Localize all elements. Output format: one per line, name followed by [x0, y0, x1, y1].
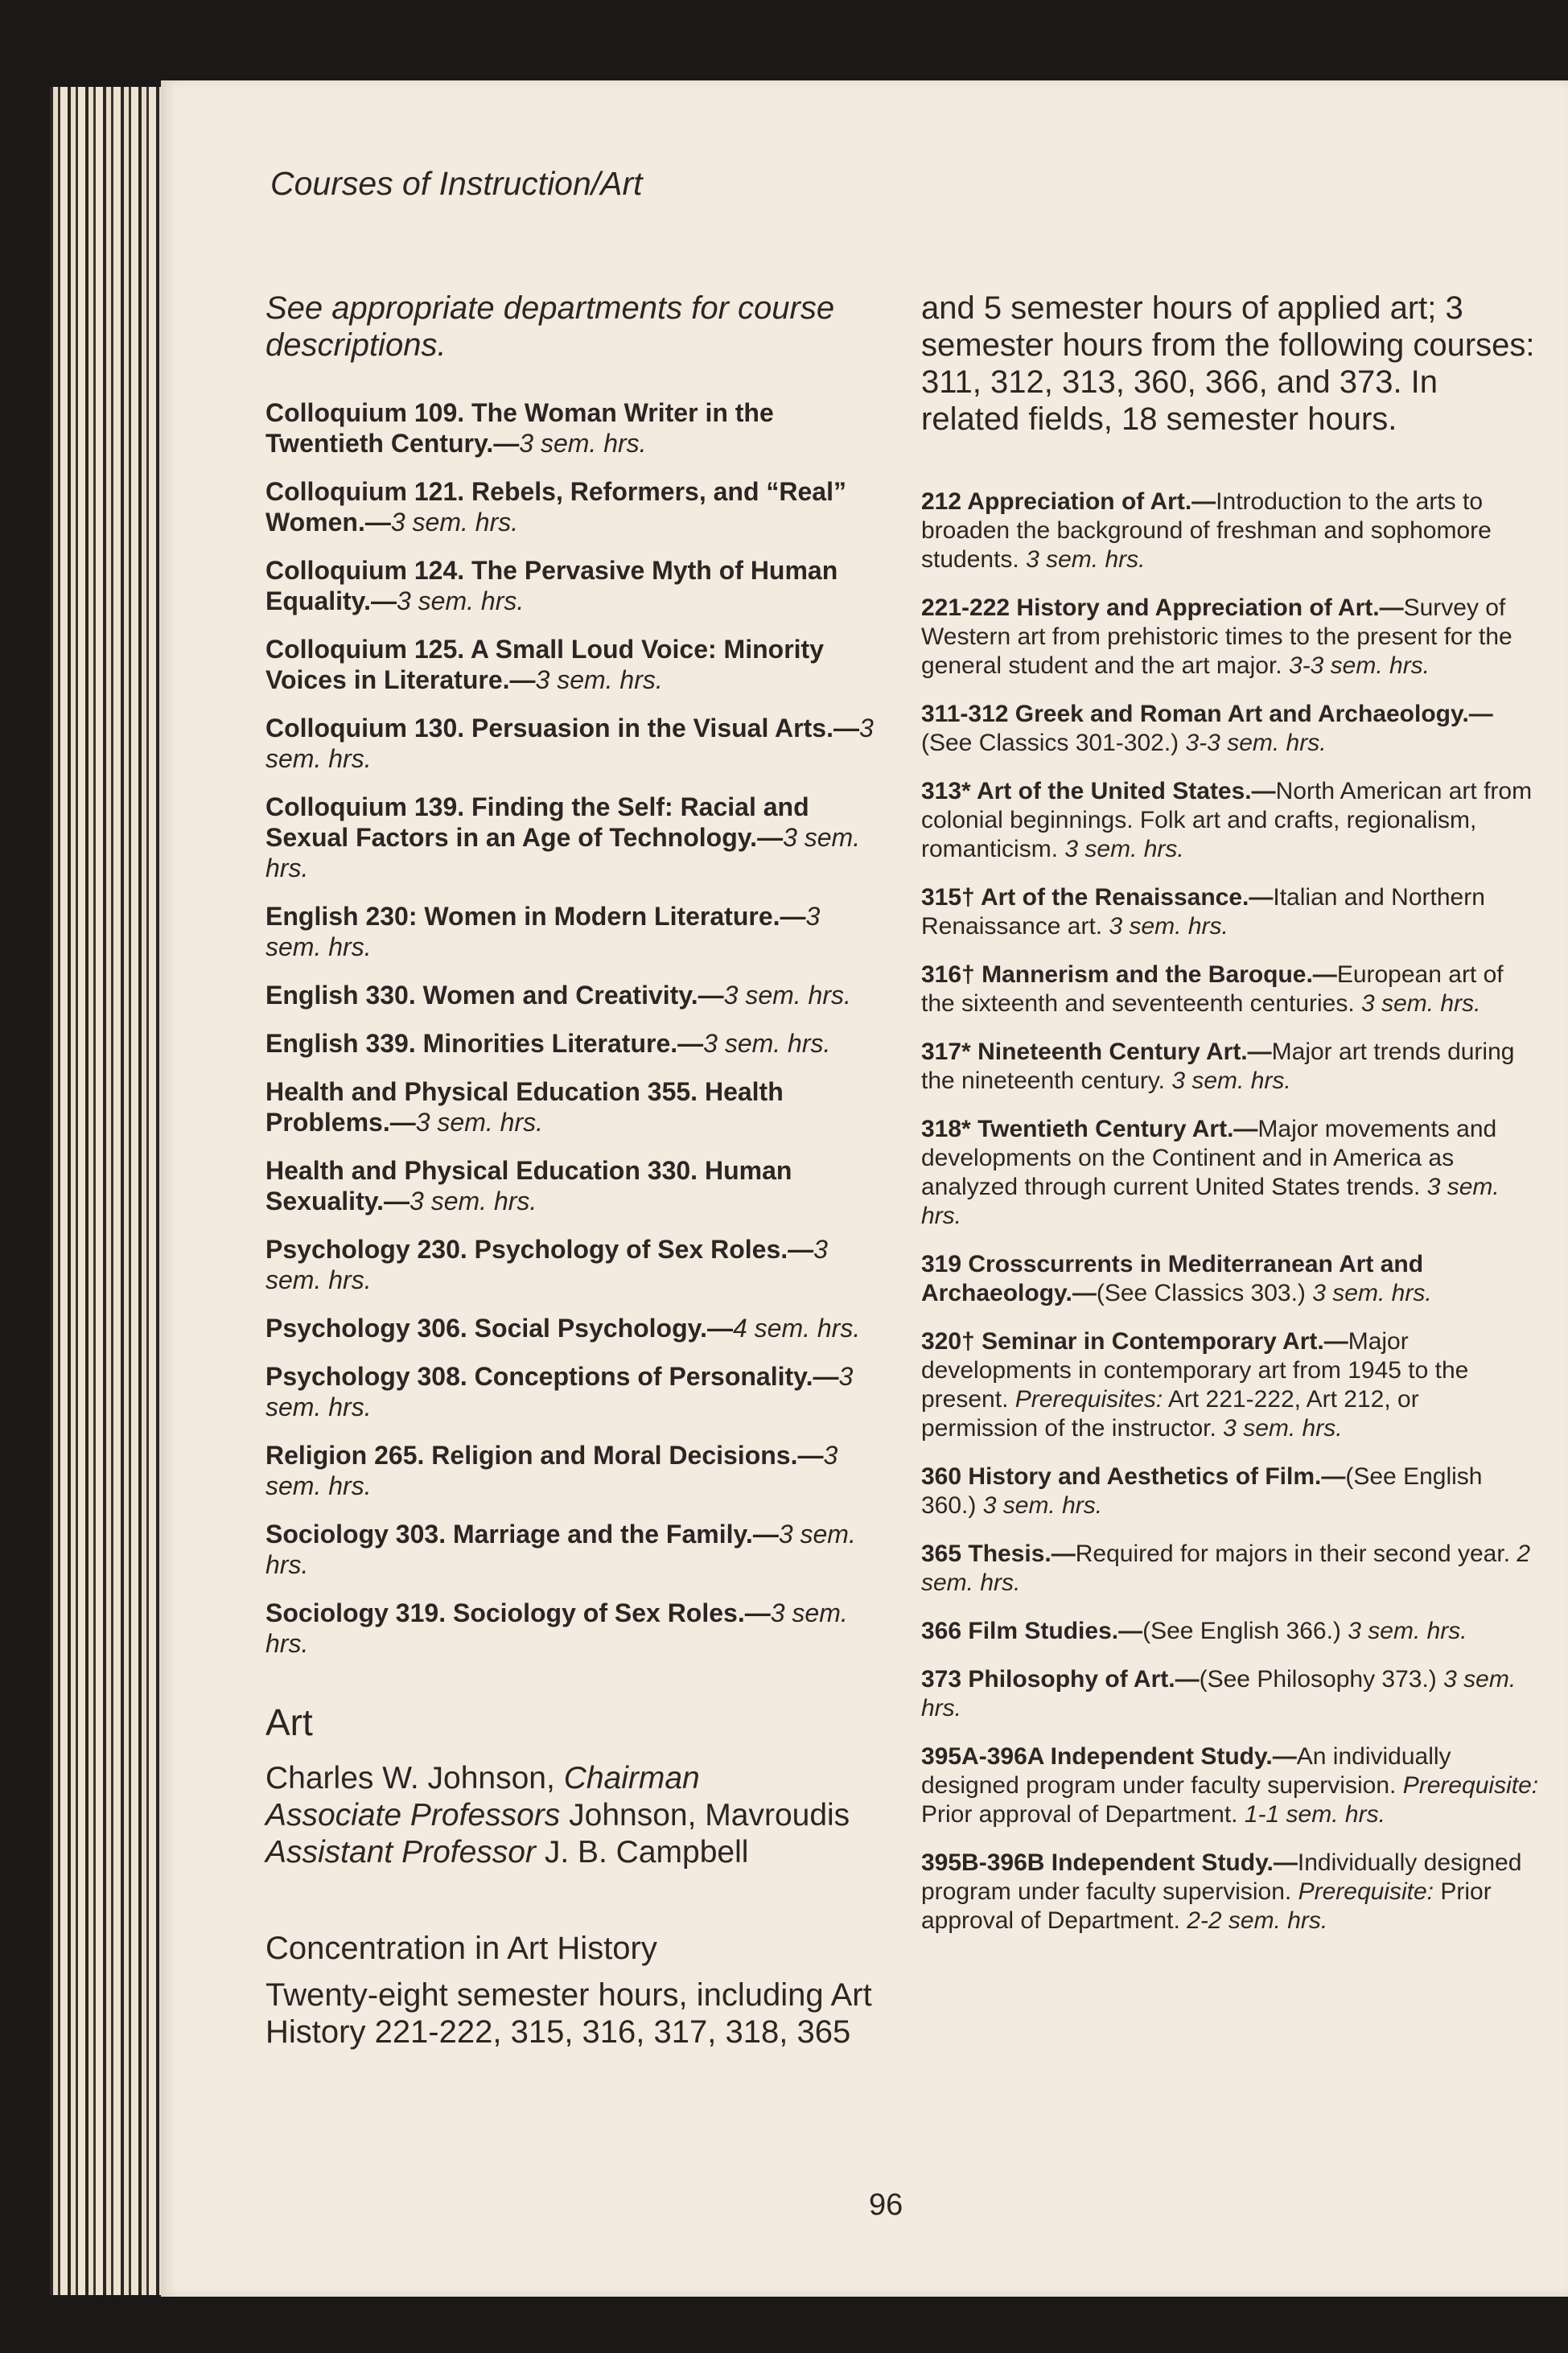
course-description: (See English 366.) — [1142, 1618, 1341, 1644]
course-entry — [265, 1234, 877, 1295]
course-hours: 3 sem. hrs. — [1361, 990, 1481, 1017]
course-title: 319 Crosscurrents in Mediterranean Art and Archaeology.— — [921, 1251, 1424, 1306]
course-hours: 2 sem. hrs. — [921, 1541, 1531, 1596]
course-hours: 3-3 sem. hrs. — [1185, 730, 1327, 756]
course-entry — [921, 1540, 1541, 1598]
course-hours: 3 sem. hrs. — [390, 508, 519, 537]
course-entry — [265, 555, 877, 616]
course-hours: 3 sem. hrs. — [1171, 1067, 1291, 1094]
course-title: 366 Film Studies.— — [921, 1618, 1143, 1644]
course-entry — [921, 1849, 1541, 1935]
course-description: European art of the sixteenth and seventeenth centuries. — [921, 961, 1504, 1017]
course-description: (See English 360.) — [921, 1463, 1483, 1519]
course-hours: 1-1 sem. hrs. — [1244, 1801, 1385, 1828]
course-title: English 230: Women in Modern Literature.— — [265, 902, 806, 931]
course-hours: 3 sem. hrs. — [396, 586, 525, 615]
course-entry — [265, 901, 877, 962]
course-hours: 3 sem. hrs. — [265, 1441, 838, 1500]
course-title: 311-312 Greek and Roman Art and Archaeology.— — [921, 701, 1493, 727]
course-title: 317* Nineteenth Century Art.— — [921, 1039, 1272, 1065]
course-hours: 3-3 sem. hrs. — [1288, 652, 1430, 679]
concentration-text: Twenty-eight semester hours, including Art History 221-222, 315, 316, 317, 318, 365 — [265, 1977, 872, 2050]
course-description: North American art from colonial beginnings. Folk art and crafts, regionalism, romanticism. — [921, 778, 1533, 862]
faculty-associate: Associate Professors Johnson, Mavroudis — [265, 1798, 850, 1833]
course-entry — [265, 1028, 877, 1059]
course-entry — [921, 1462, 1541, 1520]
art-course-list — [921, 487, 1541, 1935]
course-hours: 3 sem. hrs. — [265, 902, 821, 961]
course-title: 315† Art of the Renaissance.— — [921, 884, 1274, 911]
course-hours: 3 sem. hrs. — [265, 823, 861, 882]
course-entry — [921, 1038, 1541, 1096]
right-column — [921, 290, 1541, 1955]
concentration-heading: Concentration in Art History — [265, 1931, 657, 1966]
course-entry — [265, 1155, 877, 1216]
course-title: Colloquium 130. Persuasion in the Visual Arts.— — [265, 714, 859, 743]
course-entry — [265, 1598, 877, 1659]
course-title: 395A-396A Independent Study.— — [921, 1743, 1297, 1770]
faculty-chair: Charles W. Johnson, Chairman — [265, 1761, 700, 1796]
course-entry — [921, 1115, 1541, 1231]
course-hours: 3 sem. hrs. — [1026, 546, 1146, 573]
course-hours: 3 sem. hrs. — [1348, 1618, 1467, 1644]
course-hours: 2-2 sem. hrs. — [1187, 1907, 1328, 1934]
department-heading: Art — [265, 1701, 313, 1743]
book-page-edges — [50, 87, 179, 2295]
course-title: 320† Seminar in Contemporary Art.— — [921, 1328, 1348, 1355]
course-hours: 3 sem. hrs. — [982, 1492, 1103, 1519]
course-hours: 3 sem. hrs. — [265, 1598, 848, 1658]
course-hours: 3 sem. hrs. — [1312, 1280, 1432, 1306]
course-title: English 330. Women and Creativity.— — [265, 981, 724, 1010]
course-entry — [921, 487, 1541, 574]
course-entry — [265, 1313, 877, 1343]
course-title: Colloquium 125. A Small Loud Voice: Minority Voices in Literature.— — [265, 635, 824, 694]
course-entry — [921, 1327, 1541, 1443]
course-title: Religion 265. Religion and Moral Decisions.— — [265, 1441, 824, 1470]
course-hours: 3 sem. hrs. — [723, 981, 851, 1010]
course-entry — [265, 792, 877, 883]
course-description: Major art trends during the nineteenth century. — [921, 1039, 1515, 1094]
course-title: Health and Physical Education 355. Health Problems.— — [265, 1077, 784, 1137]
course-description: An individually designed program under faculty supervision. — [921, 1743, 1451, 1799]
prerequisite-text: Prior approval of Department. — [921, 1878, 1492, 1934]
course-title: Sociology 319. Sociology of Sex Roles.— — [265, 1598, 771, 1627]
course-hours: 3 sem. hrs. — [535, 665, 663, 694]
course-hours: 3 sem. hrs. — [265, 1520, 856, 1579]
prerequisite-label: Prerequisite: — [1298, 1878, 1434, 1905]
course-entry — [265, 476, 877, 537]
course-hours: 3 sem. hrs. — [519, 429, 647, 458]
course-hours: 3 sem. hrs. — [409, 1187, 537, 1216]
prerequisite-label: Prerequisite: — [1402, 1772, 1539, 1799]
course-entry — [921, 1617, 1541, 1646]
course-title: Psychology 306. Social Psychology.— — [265, 1314, 733, 1343]
running-head: Courses of Instruction/Art — [270, 165, 643, 202]
course-title: Health and Physical Education 330. Human Sexuality.— — [265, 1156, 792, 1216]
course-hours: 3 sem. hrs. — [921, 1666, 1517, 1722]
course-description: (See Classics 301-302.) — [921, 730, 1179, 756]
course-description: Survey of Western art from prehistoric times to the present for the general student and the art major. — [921, 594, 1512, 679]
course-hours: 3 sem. hrs. — [703, 1029, 831, 1058]
course-description: Individually designed program under faculty supervision. — [921, 1849, 1522, 1905]
course-title: Sociology 303. Marriage and the Family.— — [265, 1520, 779, 1549]
course-entry — [265, 1519, 877, 1580]
course-description: (See Philosophy 373.) — [1199, 1666, 1437, 1693]
course-title: Colloquium 109. The Woman Writer in the Twentieth Century.— — [265, 398, 774, 458]
concentration-continuation: and 5 semester hours of applied art; 3 semester hours from the following courses: 311, 312, 313, 360, 366, and 373. In related fields, 18 semester hours. — [921, 290, 1535, 437]
course-title: Psychology 230. Psychology of Sex Roles.— — [265, 1235, 814, 1264]
course-entry — [921, 700, 1541, 758]
course-entry — [265, 397, 877, 459]
faculty-assistant: Assistant Professor J. B. Campbell — [265, 1835, 749, 1870]
course-title: 212 Appreciation of Art.— — [921, 488, 1216, 515]
course-description: Major developments in contemporary art from 1945 to the present. — [921, 1328, 1469, 1413]
prerequisite-label: Prerequisites: — [1014, 1386, 1163, 1413]
course-hours: 3 sem. hrs. — [265, 1235, 828, 1294]
course-title: 373 Philosophy of Art.— — [921, 1666, 1200, 1693]
course-title: Psychology 308. Conceptions of Personality.— — [265, 1362, 839, 1391]
course-entry — [265, 980, 877, 1010]
course-description: Italian and Northern Renaissance art. — [921, 884, 1485, 940]
course-title: 360 History and Aesthetics of Film.— — [921, 1463, 1346, 1490]
course-hours: 3 sem. hrs. — [1223, 1415, 1343, 1442]
intro-note: See appropriate departments for course descriptions. — [265, 290, 835, 363]
course-title: 221-222 History and Appreciation of Art.— — [921, 594, 1404, 621]
course-description: (See Classics 303.) — [1096, 1280, 1306, 1306]
course-entry — [265, 1440, 877, 1501]
course-description: Introduction to the arts to broaden the background of freshman and sophomore students. — [921, 488, 1492, 573]
course-title: English 339. Minorities Literature.— — [265, 1029, 704, 1058]
course-entry — [921, 961, 1541, 1018]
left-column — [265, 290, 877, 2051]
course-description: Major movements and developments on the Continent and in America as analyzed through current United States trends. — [921, 1116, 1497, 1200]
course-entry — [265, 1076, 877, 1137]
course-description: Required for majors in their second year. — [1075, 1541, 1511, 1567]
course-entry — [265, 713, 877, 774]
prerequisite-text: Prior approval of Department. — [921, 1801, 1238, 1828]
course-entry — [265, 634, 877, 695]
course-title: Colloquium 139. Finding the Self: Racial and Sexual Factors in an Age of Technology.— — [265, 792, 809, 852]
course-entry — [265, 1361, 877, 1422]
course-hours: 3 sem. hrs. — [415, 1108, 543, 1137]
course-entry — [921, 1665, 1541, 1723]
course-title: 316† Mannerism and the Baroque.— — [921, 961, 1337, 988]
course-title: Colloquium 121. Rebels, Reformers, and “Real” Women.— — [265, 477, 846, 537]
course-title: 365 Thesis.— — [921, 1541, 1076, 1567]
prerequisite-text: Art 221-222, Art 212, or permission of the instructor. — [921, 1386, 1419, 1442]
related-course-list — [265, 397, 877, 1659]
course-title: Colloquium 124. The Pervasive Myth of Human Equality.— — [265, 556, 838, 615]
course-entry — [921, 1742, 1541, 1829]
course-title: 318* Twentieth Century Art.— — [921, 1116, 1258, 1142]
course-entry — [921, 594, 1541, 681]
course-hours: 3 sem. hrs. — [265, 1362, 854, 1421]
course-entry — [921, 883, 1541, 941]
faculty-list — [265, 1760, 877, 1871]
course-hours: 3 sem. hrs. — [265, 714, 874, 773]
course-title: 395B-396B Independent Study.— — [921, 1849, 1298, 1876]
course-entry — [921, 1250, 1541, 1308]
course-title: 313* Art of the United States.— — [921, 778, 1276, 804]
course-hours: 3 sem. hrs. — [1064, 836, 1184, 862]
course-hours: 4 sem. hrs. — [732, 1314, 861, 1343]
course-entry — [921, 777, 1541, 864]
course-hours: 3 sem. hrs. — [921, 1174, 1500, 1229]
page-number: 96 — [869, 2188, 903, 2222]
course-hours: 3 sem. hrs. — [1109, 913, 1228, 940]
